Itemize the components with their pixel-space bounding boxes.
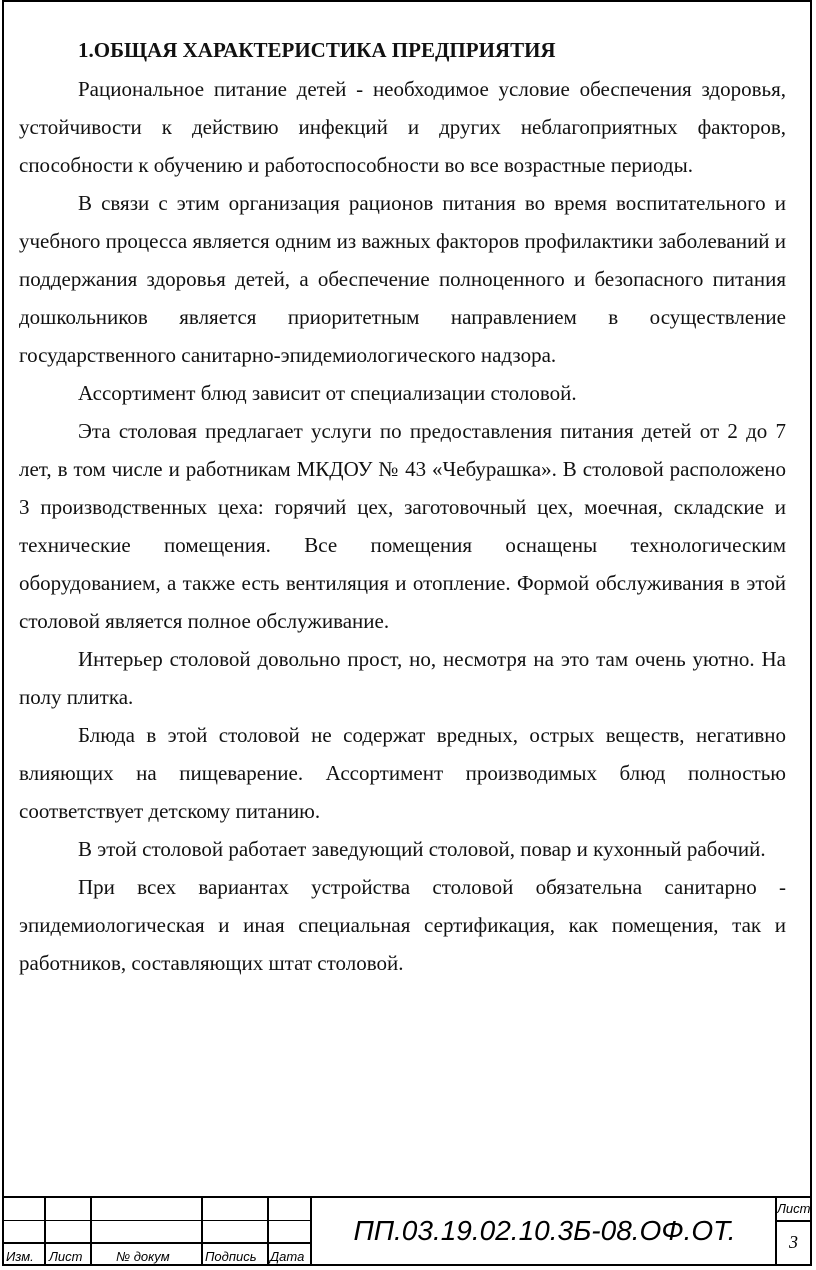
section-heading: 1.ОБЩАЯ ХАРАКТЕРИСТИКА ПРЕДПРИЯТИЯ — [78, 38, 556, 62]
document-body — [19, 30, 786, 982]
paragraph: Рациональное питание детей - необходимое условие обеспечения здоровья, устойчивости к действию инфекций и других неблагоприятных факторов, способности к обучению и работоспособности во все возрастные периоды. — [19, 77, 786, 177]
paragraph: В этой столовой работает заведующий столовой, повар и кухонный рабочий. — [78, 837, 766, 861]
stamp-col-line — [90, 1198, 92, 1266]
sheet-label: Лист — [777, 1198, 810, 1222]
document-code: ПП.03.19.02.10.3Б-08.ОФ.ОТ. — [353, 1215, 736, 1246]
paragraph: Ассортимент блюд зависит от специализации столовой. — [78, 381, 577, 405]
paragraph: Интерьер столовой довольно прост, но, несмотря на это там очень уютно. На полу плитка. — [19, 647, 786, 709]
paragraph: При всех вариантах устройства столовой обязательна санитарно - эпидемиологическая и иная специальная сертификация, как помещения, так и работников, составляющих штат столовой. — [19, 875, 786, 975]
stamp-col-line — [44, 1198, 46, 1266]
stamp-row-line — [2, 1242, 312, 1244]
paragraph: В связи с этим организация рационов питания во время воспитательного и учебного процесса является одним из важных факторов профилактики заболеваний и поддержания здоровья детей, а обеспечение полноценного и безопасного питания дошкольников является приоритетным направлением в осуществление государственного санитарно-эпидемиологического надзора. — [19, 191, 786, 367]
paragraph: Блюда в этой столовой не содержат вредных, острых веществ, негативно влияющих на пищеварение. Ассортимент производимых блюд полностью соответствует детскому питанию. — [19, 723, 786, 823]
stamp-label-dokum: № докум — [116, 1249, 170, 1264]
stamp-label-podpis: Подпись — [205, 1249, 257, 1264]
paragraph: Эта столовая предлагает услуги по предоставления питания детей от 2 до 7 лет, в том числе и работникам МКДОУ № 43 «Чебурашка». В столовой расположено 3 производственных цеха: горячий цех, заготовочный цех, моечная, складские и технические помещения. Все помещения оснащены технологическим оборудованием, а также есть вентиляция и отопление. Формой обслуживания в этой столовой является полное обслуживание. — [19, 419, 786, 633]
stamp-row-line — [2, 1220, 312, 1221]
sheet-number: 3 — [789, 1231, 798, 1252]
stamp-col-line — [201, 1198, 203, 1266]
title-block — [2, 1196, 812, 1266]
stamp-label-data: Дата — [270, 1249, 305, 1264]
stamp-label-izm: Изм. — [6, 1249, 34, 1264]
stamp-label-list: Лист — [49, 1249, 83, 1264]
stamp-col-line — [267, 1198, 269, 1266]
